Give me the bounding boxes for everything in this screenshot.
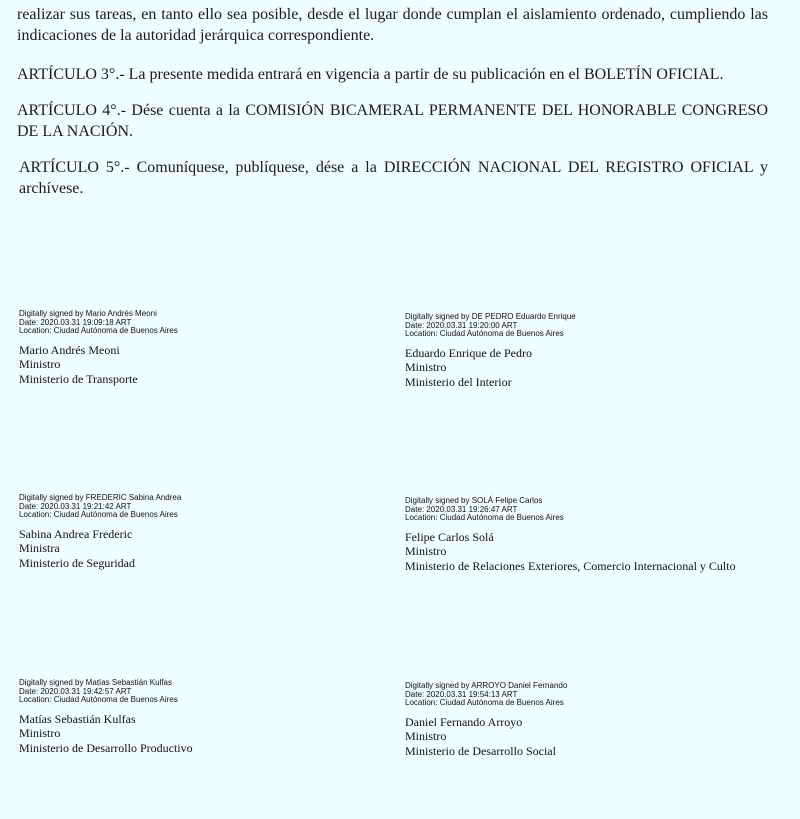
signature-date: Date: 2020.03.31 19:21:42 ART <box>19 501 132 511</box>
signature-date: Date: 2020.03.31 19:26:47 ART <box>405 504 518 514</box>
signature-signed-by: Digitally signed by DE PEDRO Eduardo Enrique <box>405 312 576 321</box>
signature-location: Location: Ciudad Autónoma de Buenos Aires <box>405 329 564 338</box>
signature-block-de-pedro <box>405 313 785 389</box>
article-4: ARTÍCULO 4°.- Dése cuenta a la COMISIÓN BICAMERAL PERMANENTE DEL HONORABLE CONGRESO DE LA NACIÓN. <box>17 102 768 140</box>
signature-date: Date: 2020.03.31 19:54:13 ART <box>405 689 518 699</box>
signer-name: Eduardo Enrique de Pedro <box>405 345 532 360</box>
signer-ministry: Ministerio del Interior <box>405 374 512 389</box>
signature-location: Location: Ciudad Autónoma de Buenos Aires <box>19 695 178 704</box>
signature-location: Location: Ciudad Autónoma de Buenos Aires <box>405 698 564 707</box>
signature-signed-by: Digitally signed by Mario Andrés Meoni <box>19 309 157 318</box>
signature-date: Date: 2020.03.31 19:20:00 ART <box>405 320 518 330</box>
signer-role: Ministro <box>19 357 61 371</box>
signer-role: Ministro <box>405 729 447 743</box>
signer-role: Ministro <box>405 544 447 558</box>
signer-name: Mario Andrés Meoni <box>19 342 120 357</box>
signature-block-arroyo <box>405 682 785 758</box>
signature-location: Location: Ciudad Autónoma de Buenos Aires <box>19 326 178 335</box>
article-5: ARTÍCULO 5°.- Comuníquese, publíquese, dése a la DIRECCIÓN NACIONAL DEL REGISTRO OFICIAL y archívese. <box>19 159 768 197</box>
signature-signed-by: Digitally signed by SOLÁ Felipe Carlos <box>405 496 543 505</box>
signer-role: Ministro <box>19 726 61 740</box>
signature-signed-by: Digitally signed by ARROYO Daniel Fernando <box>405 681 568 690</box>
signature-date: Date: 2020.03.31 19:09:18 ART <box>19 317 132 327</box>
signer-role: Ministra <box>19 541 60 555</box>
signature-signed-by: Digitally signed by Matías Sebastián Kulfas <box>19 678 172 687</box>
signer-ministry: Ministerio de Relaciones Exteriores, Comercio Internacional y Culto <box>405 558 736 573</box>
signature-location: Location: Ciudad Autónoma de Buenos Aires <box>19 510 178 519</box>
signer-ministry: Ministerio de Seguridad <box>19 555 135 570</box>
signer-ministry: Ministerio de Desarrollo Productivo <box>19 740 193 755</box>
signer-ministry: Ministerio de Desarrollo Social <box>405 743 556 758</box>
signer-name: Daniel Fernando Arroyo <box>405 714 523 729</box>
signature-date: Date: 2020.03.31 19:42:57 ART <box>19 686 132 696</box>
signer-name: Matías Sebastián Kulfas <box>19 711 136 726</box>
signature-block-sola <box>405 497 785 573</box>
signer-ministry: Ministerio de Transporte <box>19 371 138 386</box>
paragraph-continuation: realizar sus tareas, en tanto ello sea posible, desde el lugar donde cumplan el aislamiento ordenado, cumpliendo las indicaciones de la autoridad jerárquica correspondiente. <box>17 6 768 44</box>
signature-location: Location: Ciudad Autónoma de Buenos Aires <box>405 513 564 522</box>
signature-block-meoni <box>19 310 399 386</box>
signer-name: Felipe Carlos Solá <box>405 529 494 544</box>
signer-name: Sabina Andrea Frederic <box>19 526 133 541</box>
article-3: ARTÍCULO 3°.- La presente medida entrará en vigencia a partir de su publicación en el BOLETÍN OFICIAL. <box>17 66 724 83</box>
signature-block-kulfas <box>19 679 399 755</box>
signature-signed-by: Digitally signed by FREDERIC Sabina Andrea <box>19 493 182 502</box>
signature-block-frederic <box>19 494 399 570</box>
signer-role: Ministro <box>405 360 447 374</box>
